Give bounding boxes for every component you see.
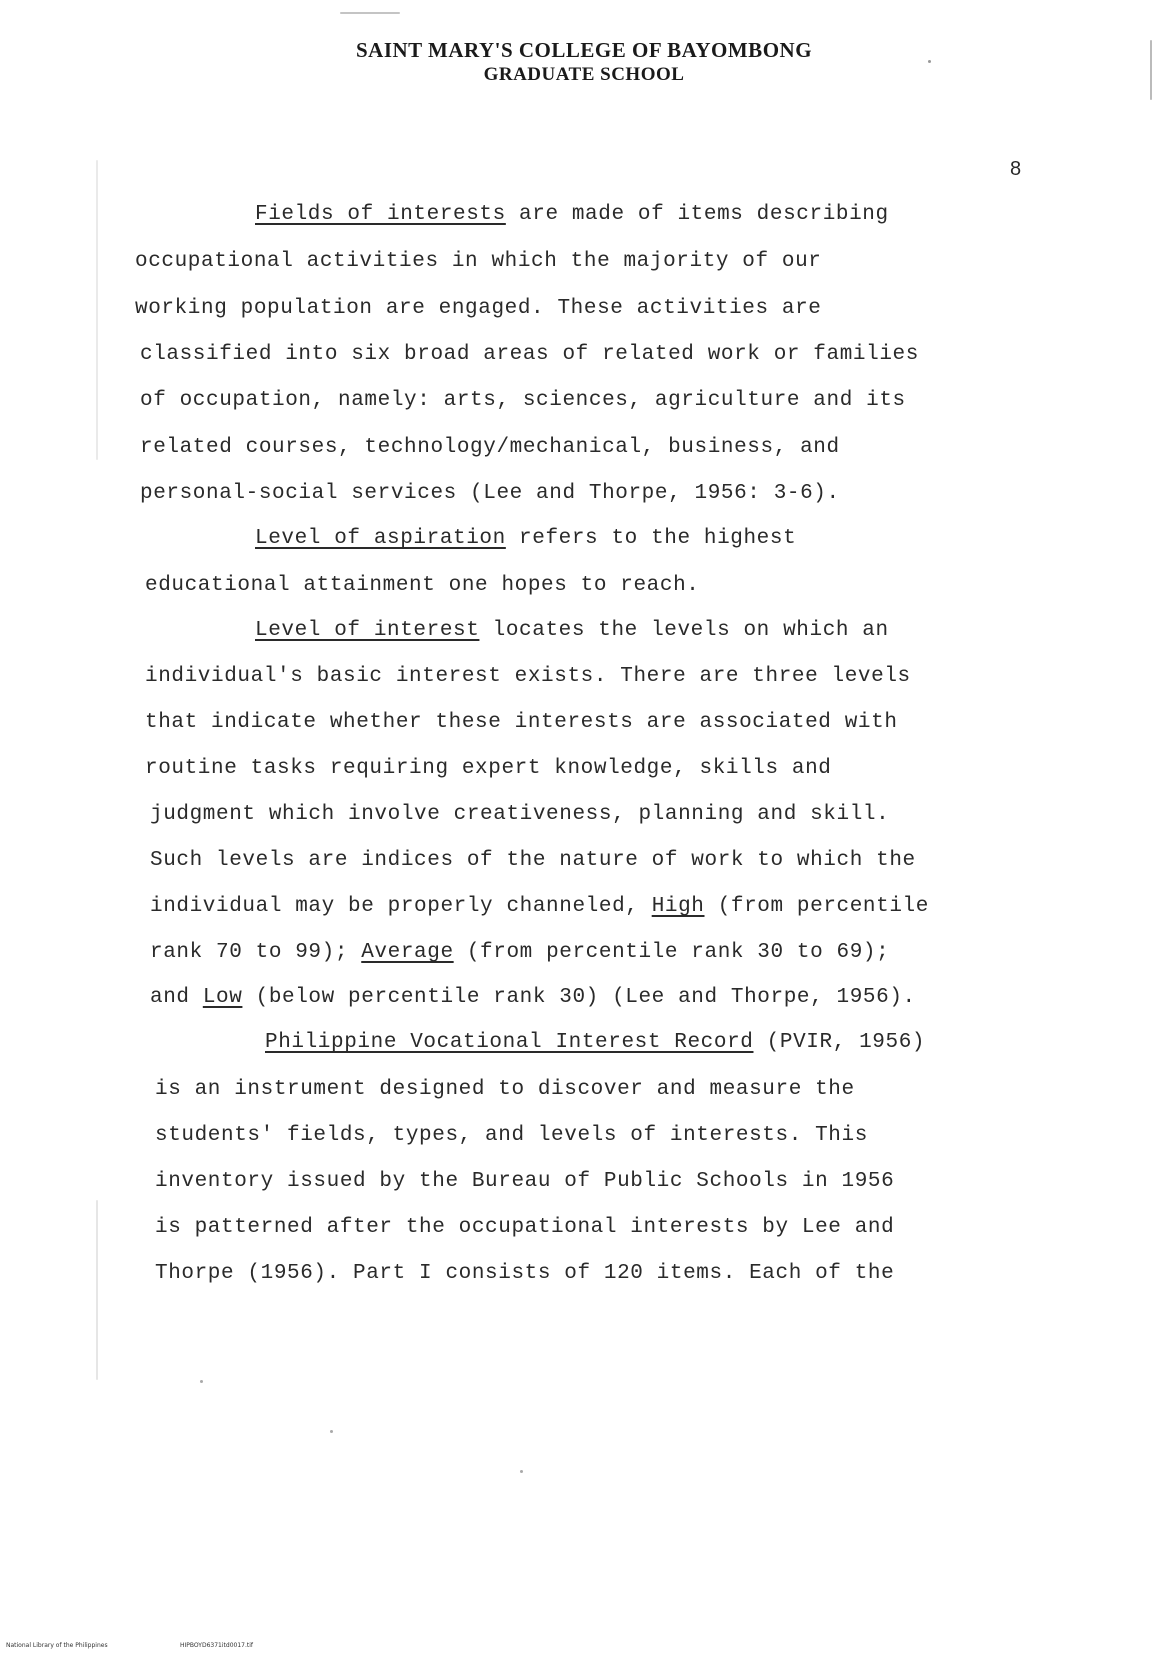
college-name: SAINT MARY'S COLLEGE OF BAYOMBONG: [355, 38, 813, 62]
text-line: [155, 1124, 868, 1147]
text-span: Such levels are indices of the nature of work to which the: [150, 849, 916, 872]
text-line: [155, 1170, 894, 1193]
text-line: [140, 389, 906, 412]
footer-library: National Library of the Philippines: [6, 1642, 108, 1649]
text-line: [145, 574, 700, 597]
text-span: Thorpe (1956). Part I consists of 120 items. Each of the: [155, 1262, 895, 1285]
scan-speck: [96, 1200, 98, 1380]
text-span: locates the levels on which an: [479, 619, 889, 642]
underlined-term: Fields of interests: [255, 203, 506, 226]
text-span: is patterned after the occupational interests by Lee and: [155, 1216, 895, 1239]
text-line: [140, 436, 840, 459]
text-span: classified into six broad areas of related work or families: [140, 343, 919, 366]
text-line: [255, 203, 889, 226]
text-line: [150, 803, 889, 826]
text-span: individual's basic interest exists. There are three levels: [145, 665, 911, 688]
text-span: individual may be properly channeled,: [150, 895, 652, 918]
scan-speck: [96, 160, 98, 460]
text-span: routine tasks requiring expert knowledge, skills and: [145, 757, 832, 780]
text-span: inventory issued by the Bureau of Public Schools in 1956: [155, 1170, 895, 1193]
text-line: [155, 1216, 894, 1239]
text-span: students' fields, types, and levels of interests. This: [155, 1124, 868, 1147]
text-line: [150, 895, 929, 918]
underlined-term: High: [651, 895, 705, 918]
scan-speck: [928, 60, 931, 63]
text-line: [145, 711, 898, 734]
text-span: related courses, technology/mechanical, business, and: [140, 436, 840, 459]
text-span: judgment which involve creativeness, planning and skill.: [150, 803, 890, 826]
text-line: [150, 941, 889, 964]
underlined-term: Low: [202, 986, 243, 1009]
text-line: [145, 665, 911, 688]
text-span: refers to the highest: [505, 527, 797, 550]
scan-speck: [520, 1470, 523, 1473]
text-line: [265, 1031, 925, 1054]
text-span: that indicate whether these interests are associated with: [145, 711, 898, 734]
scan-speck: [340, 12, 400, 14]
text-span: of occupation, namely: arts, sciences, agriculture and its: [140, 389, 906, 412]
text-line: [155, 1078, 855, 1101]
page-number: 8: [1010, 158, 1022, 180]
text-span: personal-social services (Lee and Thorpe, 1956: 3-6).: [140, 482, 840, 505]
text-span: educational attainment one hopes to reach.: [145, 574, 700, 597]
text-line: [150, 986, 916, 1009]
text-span: working population are engaged. These activities are: [135, 297, 822, 320]
text-span: are made of items describing: [505, 203, 889, 226]
school-name: GRADUATE SCHOOL: [483, 64, 685, 85]
text-span: rank 70 to 99);: [150, 941, 362, 964]
text-span: (below percentile rank 30) (Lee and Thorpe, 1956).: [242, 986, 916, 1009]
text-line: [135, 250, 822, 273]
footer-filename: HIPBOYD6371itd0017.tif: [180, 1642, 253, 1649]
text-line: [255, 527, 796, 550]
text-span: (from percentile: [704, 895, 929, 918]
scan-speck: [1150, 40, 1152, 100]
underlined-term: Average: [361, 941, 454, 964]
text-line: [155, 1262, 894, 1285]
text-span: (PVIR, 1956): [753, 1031, 926, 1054]
text-line: [140, 343, 919, 366]
underlined-term: Philippine Vocational Interest Record: [265, 1031, 754, 1054]
text-line: [145, 757, 832, 780]
scan-speck: [330, 1430, 333, 1433]
text-line: [150, 849, 916, 872]
text-line: [135, 297, 822, 320]
text-span: (from percentile rank 30 to 69);: [453, 941, 890, 964]
text-span: occupational activities in which the majority of our: [135, 250, 822, 273]
underlined-term: Level of interest: [255, 619, 480, 642]
text-line: [140, 482, 840, 505]
text-span: is an instrument designed to discover and measure the: [155, 1078, 855, 1101]
text-span: and: [150, 986, 203, 1009]
text-line: [255, 619, 889, 642]
scan-speck: [200, 1380, 203, 1383]
underlined-term: Level of aspiration: [255, 527, 506, 550]
